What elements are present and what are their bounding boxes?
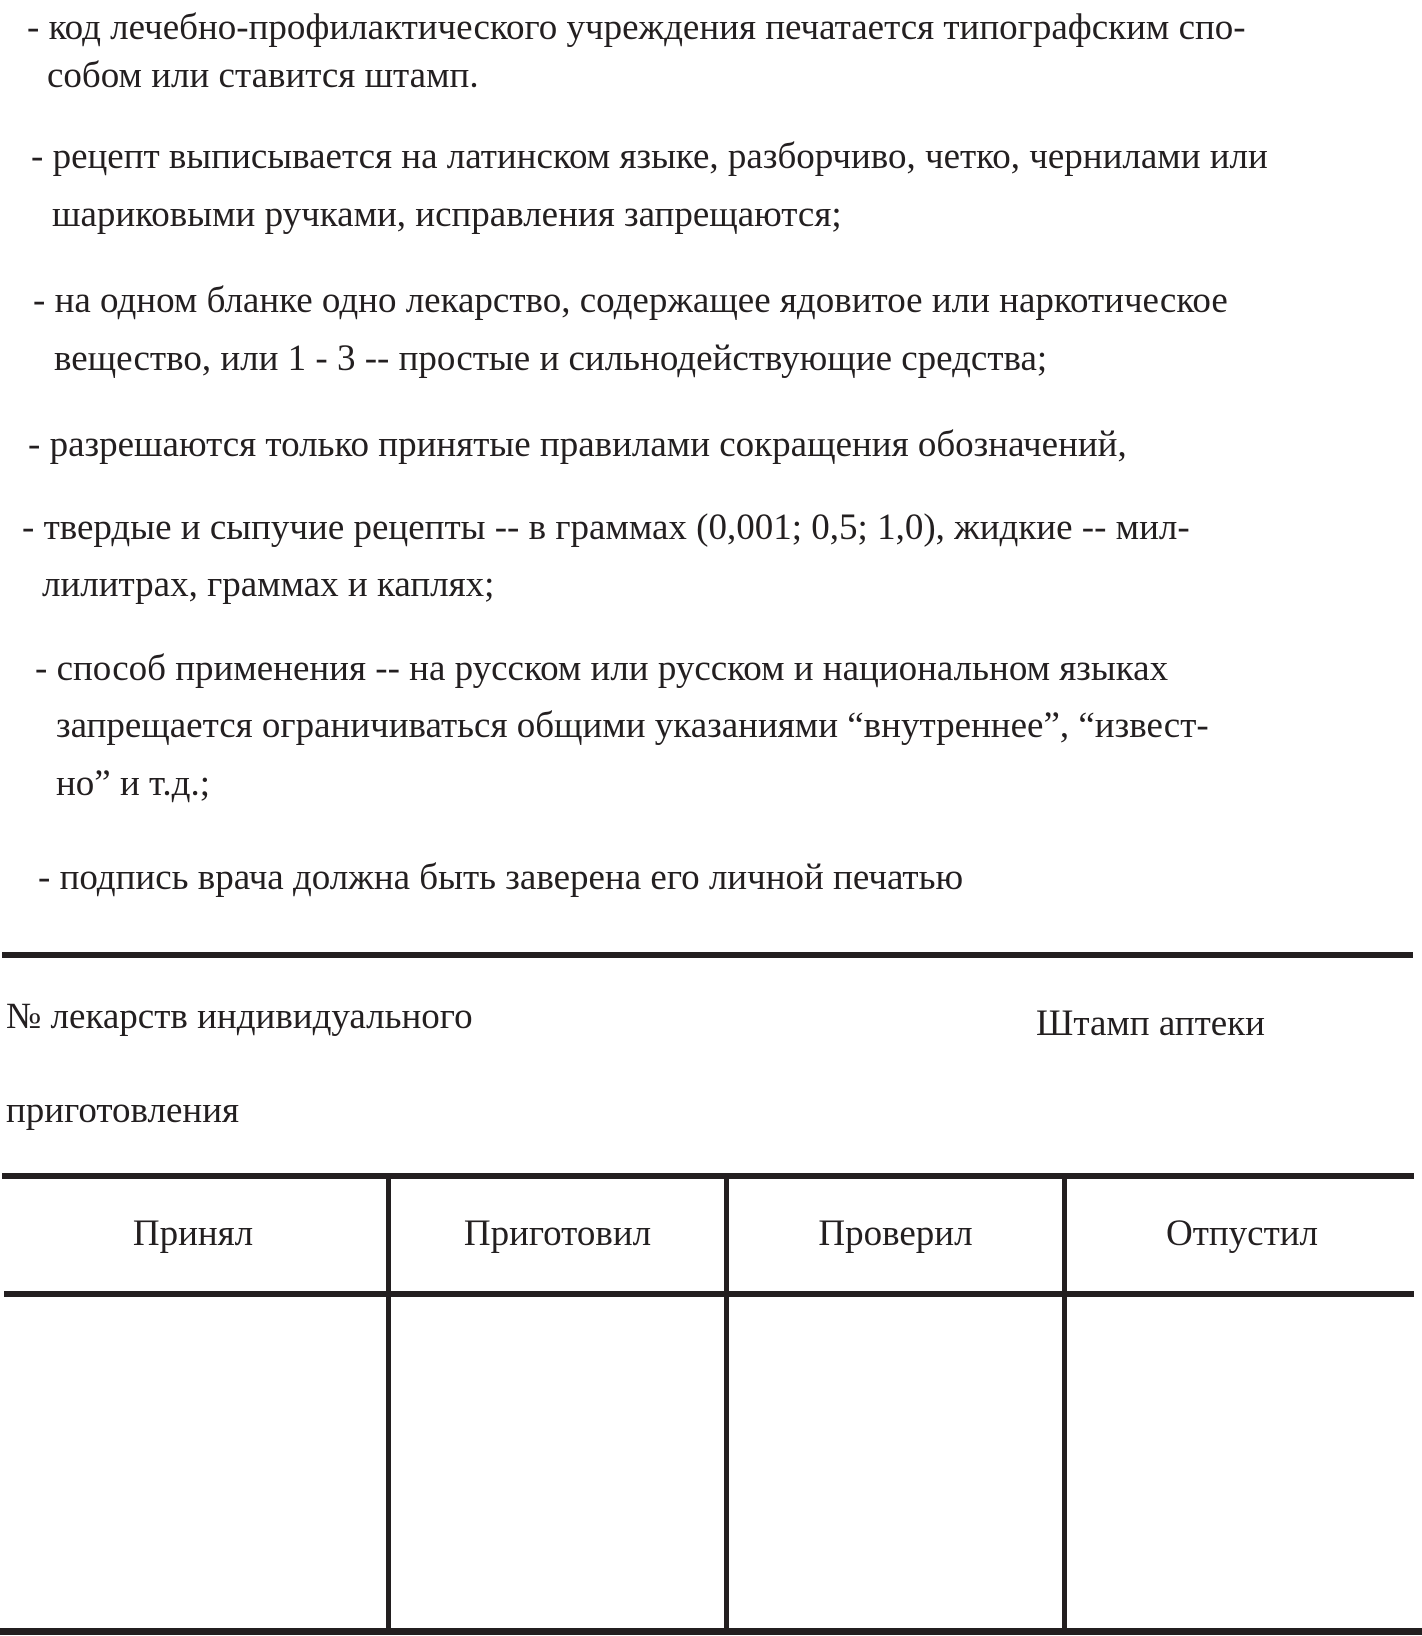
rule-3-line-2: вещество, или 1 - 3 -- простые и сильнодействующие средства; [54, 338, 1048, 379]
header-prepared: Приготовил [463, 1213, 652, 1254]
table-bottom-border [0, 1628, 1422, 1635]
header-checked: Проверил [818, 1213, 973, 1254]
header-dispensed: Отпустил [1165, 1213, 1319, 1254]
rule-6-line-1: - способ применения -- на русском или русском и национальном языках [35, 648, 1169, 689]
rule-1-line-1: - код лечебно-профилактического учреждения печатается типографским спо- [27, 7, 1246, 48]
section-divider [2, 952, 1413, 958]
rule-3-line-1: - на одном бланке одно лекарство, содержащее ядовитое или наркотическое [33, 280, 1228, 321]
signature-cell-received[interactable] [0, 1297, 386, 1628]
header-received: Принял [132, 1213, 254, 1254]
rule-6-line-3: но” и т.д.; [56, 763, 211, 804]
signature-cell-checked[interactable] [729, 1297, 1062, 1628]
table-top-border [2, 1173, 1414, 1179]
rule-6-line-2: запрещается ограничиваться общими указаниями “внутреннее”, “извест- [56, 705, 1209, 746]
rule-5-line-1: - твердые и сыпучие рецепты -- в граммах (0,001; 0,5; 1,0), жидкие -- мил- [22, 507, 1190, 548]
preparation-label: приготовления [6, 1090, 240, 1131]
rule-2-line-1: - рецепт выписывается на латинском языке, разборчиво, четко, чернилами или [31, 136, 1268, 177]
rule-7-line-1: - подпись врача должна быть заверена его личной печатью [38, 857, 964, 898]
rule-2-line-2: шариковыми ручками, исправления запрещаются; [52, 194, 842, 235]
prescription-number-label: № лекарств индивидуального [6, 996, 473, 1037]
signature-cell-dispensed[interactable] [1067, 1297, 1417, 1628]
rule-5-line-2: лилитрах, граммах и каплях; [42, 564, 495, 605]
rule-1-line-2: собом или ставится штамп. [47, 55, 479, 96]
signature-cell-prepared[interactable] [391, 1297, 724, 1628]
pharmacy-stamp-label: Штамп аптеки [1036, 1003, 1265, 1044]
rule-4-line-1: - разрешаются только принятые правилами сокращения обозначений, [28, 424, 1127, 465]
